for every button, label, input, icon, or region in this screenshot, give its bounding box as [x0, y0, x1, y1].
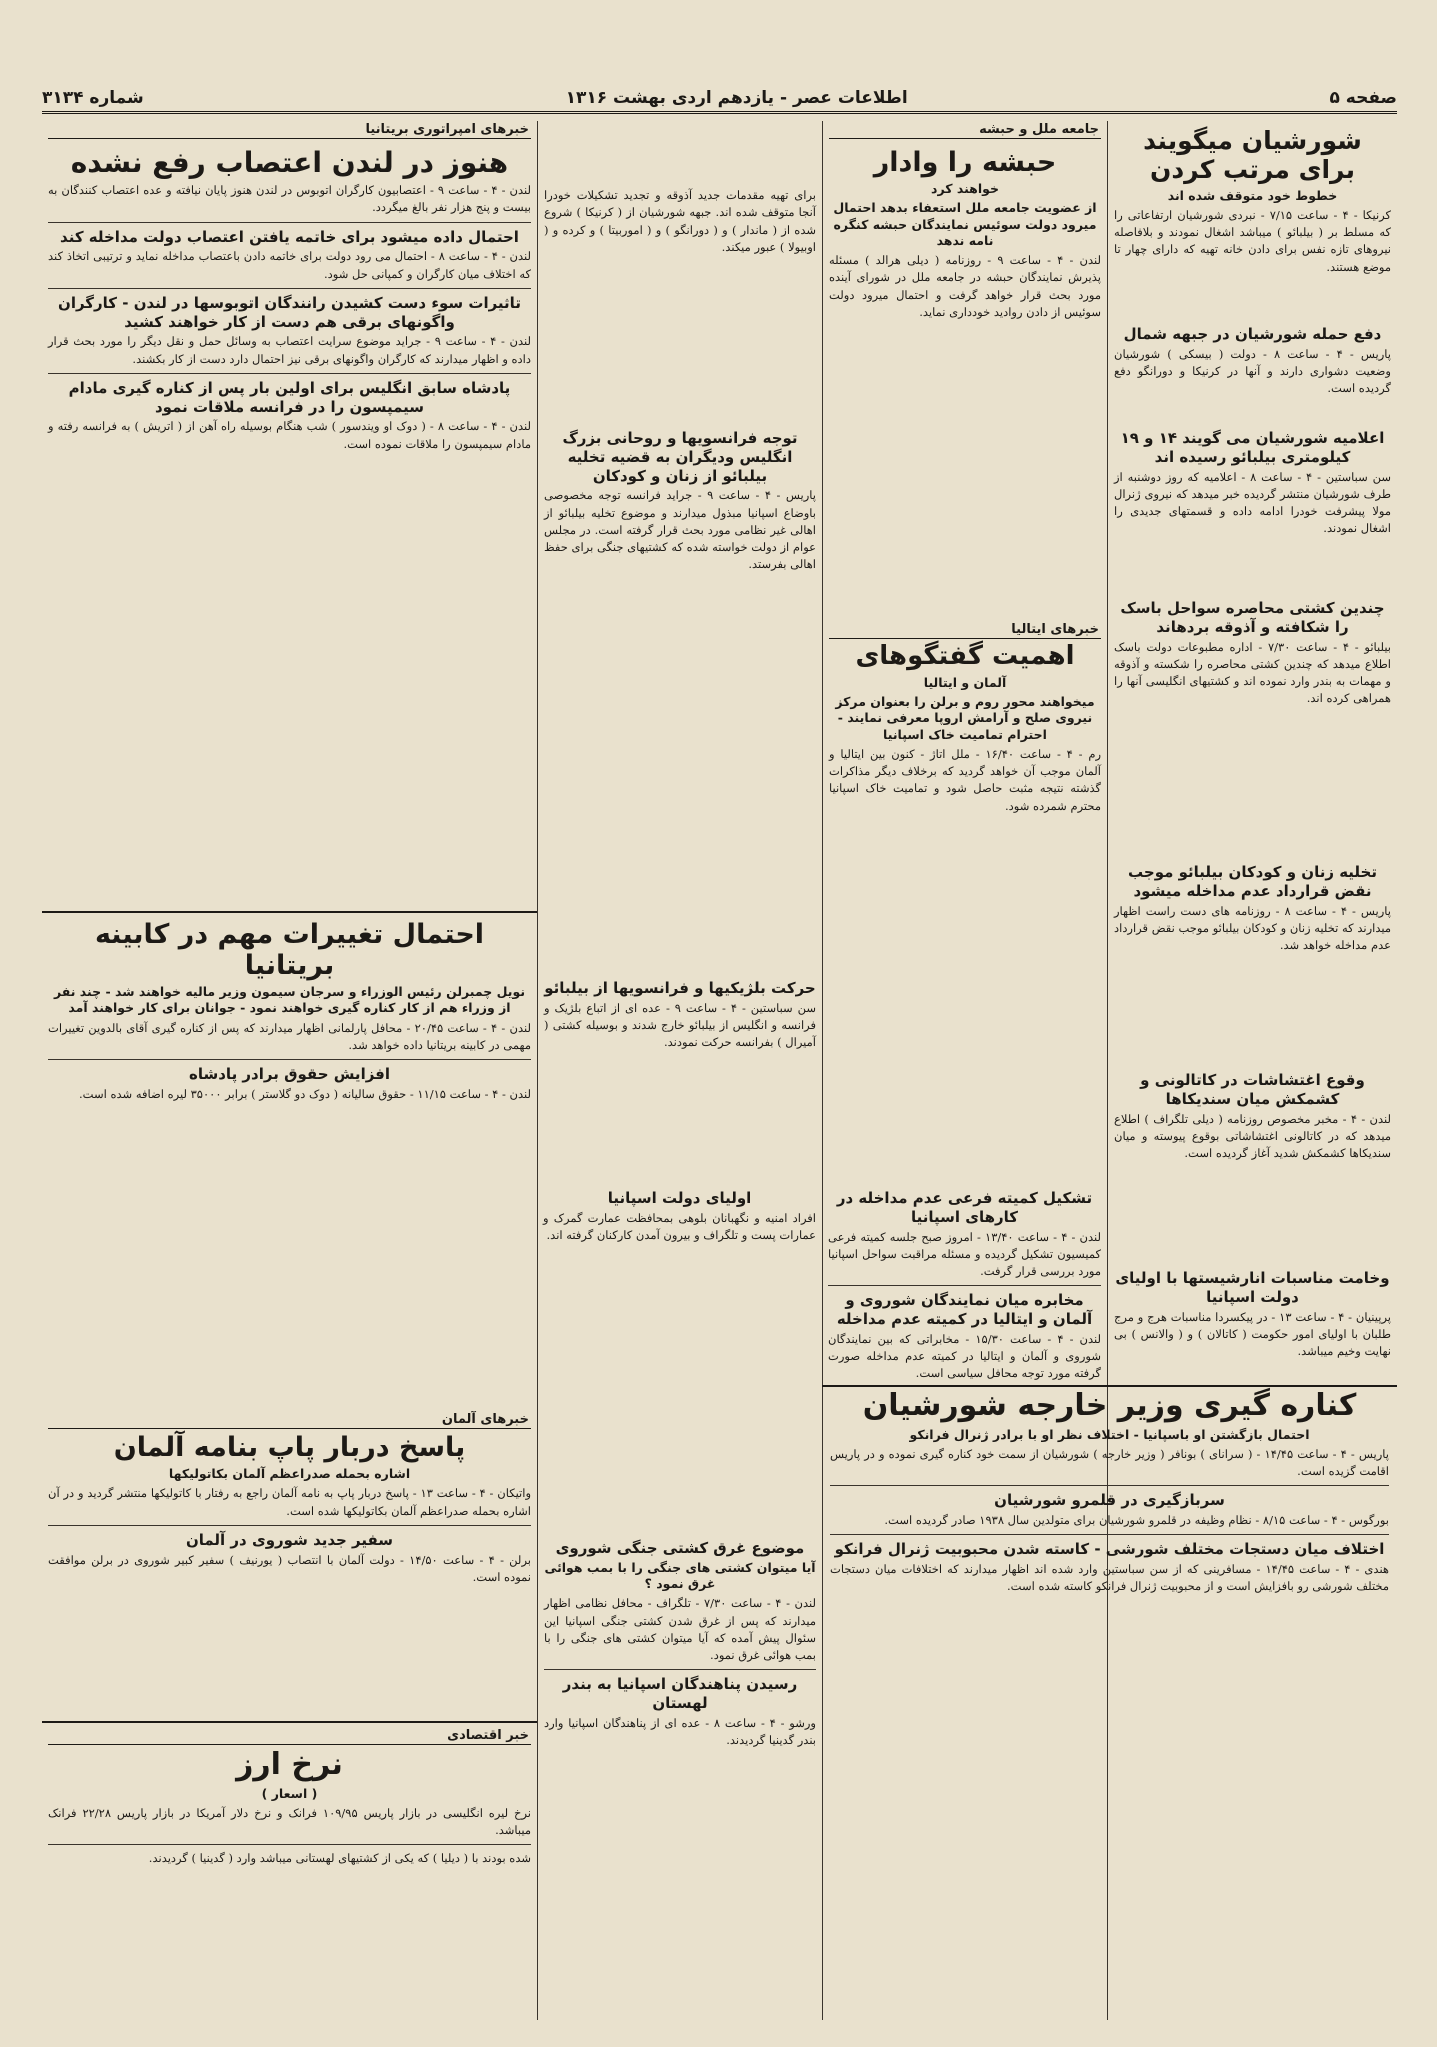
deck-abyssinia: از عضویت جامعه ملل استعفاء بدهد احتمال میرود دولت سوئیس نمایندگان حبشه کنگره نامه ندهد	[833, 200, 1097, 248]
body-departure-bilbao: سن سباستین - ۴ - ساعت ۹ - عده ای از اتباع بلژیک و فرانسه و انگلیس از بیلبائو خارج شدند و بوسیله کشتی ( آمیرال ) بفرانسه حرکت نمودند.	[544, 1000, 816, 1050]
article-north-front	[1108, 321, 1397, 402]
body-bilbao-evacuation: پاریس - ۴ - ساعت ۸ - روزنامه های دست راست اظهار میدارند که تخلیه زنان و کودکان بیلبائو موجب نقض قرارداد عدم مداخله خواهد شد.	[1114, 903, 1391, 952]
headline-departure-bilbao: حرکت بلژیکیها و فرانسویها از بیلبائو	[544, 979, 816, 997]
subhead-foreign-minister: احتمال بازگشتن او باسپانیا - اختلاف نظر او با برادر ژنرال فرانکو	[909, 1426, 1310, 1442]
headline-duke-salary: افزایش حقوق برادر پادشاه	[189, 1065, 390, 1084]
issue-number: شماره ۳۱۳۴	[42, 88, 144, 108]
article-basque-blockade	[1108, 595, 1397, 712]
headline-abyssinia: حبشه را وادار	[873, 147, 1057, 178]
headline-exchange: نرخ ارز	[236, 1747, 343, 1782]
masthead-date: اطلاعات عصر - یازدهم اردی بهشت ۱۳۱۶	[565, 88, 908, 108]
headline-evacuation-attention: توجه فرانسویها و روحانی بزرگ انگلیس ودیگران به قضیه تخلیه بیلبائو از زنان و کودکان	[562, 429, 798, 485]
article-foreign-minister	[822, 1385, 1397, 1600]
body-catalonia-riots: لندن - ۴ - مخبر مخصوص روزنامه ( دیلی تلگراف ) اطلاع میدهد که در کاتالونی اغتشاشاتی بوقوع پیوسته و میان سندیکاها کشمکش شدید آغاز گردیده است.	[1114, 1111, 1391, 1160]
body-basque-blockade: بیلبائو - ۴ - ساعت ۷/۳۰ - اداره مطبوعات دولت باسک اطلاع میدهد که چندین کشتی محاصره را شکسته و آذوقه و مهمات به بندر وارد نموده اند و کشتیهای انگلیسی آنها را همراهی کرده اند.	[1114, 639, 1391, 706]
article-catalonia-riots	[1108, 1067, 1397, 1166]
body-london-strike: لندن - ۴ - ساعت ۹ - اعتصابیون کارگران اتوبوس در لندن هنوز پایان نیافته و عده اعتصاب کنندگان به بیست و پنج هزار نفر بالغ میگردد.	[48, 183, 531, 215]
body-abyssinia: لندن - ۴ - ساعت ۹ - روزنامه ( دیلی هرالد ) مسئله پذیرش نمایندگان حبشه در جامعه ملل در شورای آینده مورد بحث قرار خواهد گرفت و احتمال میرود دولت سوئیس از دادن روادید خودداری نماید.	[829, 253, 1102, 319]
article-cabinet-changes	[42, 911, 537, 1107]
body-rebel-communique: سن سباستین - ۴ - ساعت ۸ - اعلامیه که روز دوشنبه از طرف شورشیان منتشر گردیده خبر میدهد که نیروی ژنرال مولا پیشرفت خودرا ادامه داده و قسمتهای جدیدی را اشغال نمودند.	[1114, 469, 1391, 536]
body-officials: افراد امنیه و نگهبانان بلوهی بمحافظت عمارت گمرک و عمارات پست و تلگراف و بیرون آمدن کارکنان گرفته اند.	[543, 1210, 816, 1242]
column-right	[1107, 121, 1397, 2020]
article-axis-talks	[823, 621, 1107, 819]
headline-officials: اولیای دولت اسپانیا	[607, 1189, 752, 1207]
body-soviet-ambassador: برلن - ۴ - ساعت ۱۴/۵۰ - دولت آلمان با انتصاب ( یورنیف ) سفیر کبیر شوروی در برلن موافقت نموده است.	[48, 1552, 531, 1584]
article-vatican	[42, 1411, 537, 1590]
article-exchange	[42, 1721, 537, 1872]
headline-bus-strike-effects: تاثیرات سوء دست کشیدن رانندگان اتوبوسها در لندن - کارگران واگونهای برقی هم دست از کار خواهند کشید	[58, 293, 521, 331]
subhead-warships: آیا میتوان کشتی های جنگی را با بمب هوائی غرق نمود ؟	[544, 1559, 816, 1591]
headline-soviet-german: مخابره میان نمایندگان شوروی و آلمان و ایتالیا در کمیته عدم مداخله	[836, 1291, 1093, 1328]
body-conscription: بورگوس - ۴ - ساعت ۸/۱۵ - نظام وظیفه در قلمرو شورشیان برای متولدین سال ۱۹۳۸ صادر گردیده است.	[884, 1513, 1389, 1527]
page-number: صفحه ۵	[1329, 88, 1397, 108]
article-evacuation-attention	[538, 425, 822, 578]
body-warships: لندن - ۴ - ساعت ۷/۳۰ - تلگراف - محافل نظامی اظهار میدارند که پس از غرق شدن کشتی جنگی اسپانیا این سئوال پیش آمده که آیا میتوان کشتی های جنگی را با بمب هوائی غرق نمود.	[544, 1596, 816, 1662]
headline-cabinet-changes: احتمال تغییرات مهم در کابینه بریتانیا	[94, 919, 485, 982]
headline-former-king: پادشاه سابق انگلیس برای اولین بار پس از کناره گیری مادام سیمپسون را در فرانسه ملاقات نمود	[68, 378, 511, 416]
body-rebel-factions: هندی - ۴ - ساعت ۱۴/۴۵ - مسافرینی که از سن سباستین وارد شده اند اظهار میدارند که اختلافات میان دستجات مختلف شورشی رو بافزایش است و از محبوبیت ژنرال فرانکو کاسته شده است.	[830, 1562, 1389, 1594]
section-italy: خبرهای ایتالیا	[829, 621, 1101, 639]
headline-anarchists: وخامت مناسبات انارشیستها با اولیای دولت اسپانیا	[1115, 1269, 1390, 1306]
article-rebels-reorganize	[1108, 125, 1397, 280]
article-london-strike	[42, 145, 537, 457]
article-bilbao-evacuation	[1108, 859, 1397, 958]
newspaper-page	[42, 85, 1397, 2020]
deck-axis-talks: میخواهند محور روم و برلن را بعنوان مرکز نیروی صلح و آرامش اروپا معرفی نمایند - احترام تمامیت خاک اسپانیا	[835, 694, 1095, 742]
body-vatican: واتیکان - ۴ - ساعت ۱۳ - پاسخ دربار پاپ به نامه آلمان راجع به رفتار با کاتولیکها منتشر گردید و در آن اشاره بحمله صدراعظم آلمان بکاتولیکها شده است.	[48, 1486, 531, 1518]
headline-foreign-minister: کناره گیری وزیر خارجه شورشیان	[862, 1388, 1357, 1423]
headline-london-strike: هنوز در لندن اعتصاب رفع نشده	[70, 146, 509, 179]
headline-soviet-ambassador: سفیر جدید شوروی در آلمان	[185, 1530, 394, 1549]
headline-bilbao-evacuation: تخلیه زنان و کودکان بیلبائو موجب نقض قرارداد عدم مداخله میشود	[1128, 863, 1377, 900]
body-duke-salary: لندن - ۴ - ساعت ۱۱/۱۵ - حقوق سالیانه ( دوک دو گلاستر ) برابر ۳۵۰۰۰ لیره اضافه شده است.	[79, 1086, 531, 1101]
body-govt-intervene: لندن - ۴ - ساعت ۸ - احتمال می رود دولت برای خاتمه دادن باعتصاب مداخله نماید و ترتیبی اتخاذ کند که اختلاف میان کارگران و کمپانی حل شود.	[48, 249, 532, 281]
body-exchange: نرخ لیره انگلیسی در بازار پاریس ۱۰۹/۹۵ فرانک و نرخ دلار آمریکا در بازار پاریس ۲۲/۲۸ فرانک میباشد.	[48, 1805, 532, 1837]
headline-rebel-communique: اعلامیه شورشیان می گویند ۱۴ و ۱۹ کیلومتری بیلبائو رسیده اند	[1120, 429, 1385, 466]
body-axis-talks: رم - ۴ - ساعت ۱۶/۴۰ - ملل اتاژ - کنون بین ایتالیا و آلمان موجب آن خواهد گردید که برخلاف دیگر مذاکرات گذشته نتیجه مثبت حاصل شود و تمامیت خاک اسپانیا محترم شمرده شود.	[829, 746, 1102, 813]
article-abyssinia	[823, 145, 1107, 325]
headline-govt-intervene: احتمال داده میشود برای خاتمه یافتن اعتصاب دولت مداخله کند	[60, 227, 519, 246]
headline-refugees: رسیدن پناهندگان اسپانیا به بندر لهستان	[562, 1675, 798, 1712]
section-britain: خبرهای امپراتوری بریتانیا	[48, 121, 531, 139]
article-departure-bilbao	[538, 975, 822, 1056]
subhead-cabinet-changes: نویل چمبرلن رئیس الوزراء و سرجان سیمون وزیر مالیه خواهند شد - چند نفر از وزراء هم از کار کناره گیری خواهند نمود - جوانان برای کار خواهند آمد	[53, 984, 526, 1016]
headline-catalonia-riots: وقوع اغتشاشات در کاتالونی و کشمکش میان سندیکاها	[1140, 1071, 1365, 1108]
article-officials	[537, 1185, 822, 1248]
body-evacuation-attention: پاریس - ۴ - ساعت ۹ - جراید فرانسه توجه مخصوصی باوضاع اسپانیا مبذول میدارند و موضوع تخلیه بیلبائو از اهالی غیر نظامی مورد بحث قرار گرفته است. در مجلس عوام از دولت خواسته شده که کشتیهای جنگی برای حفظ اهالی بفرستد.	[544, 488, 816, 572]
body-subcommittee: لندن - ۴ - ساعت ۱۳/۴۰ - امروز صبح جلسه کمیته فرعی کمیسیون تشکیل گردیده و مسئله مراقبت سواحل اسپانیا مورد بررسی قرار گرفت.	[828, 1229, 1101, 1278]
body-former-king: لندن - ۴ - ساعت ۸ - ( دوک او ویندسور ) شب هنگام بوسیله راه آهن از ( اتریش ) به فرانسه رفته و مادام سیمپسون را ملاقات نموده است.	[48, 419, 531, 451]
body-foreign-minister: پاریس - ۴ - ساعت ۱۴/۴۵ - ( سرانای ) بونافر ( وزیر خارجه ) شورشیان از سمت خود کناره گیری نموده و در پاریس اقامت گزیده است.	[830, 1446, 1389, 1478]
headline-subcommittee: تشکیل کمیته فرعی عدم مداخله در کارهای اسپانیا	[836, 1189, 1093, 1226]
body-gdynia: شده بودند با ( دیلیا ) که یکی از کشتیهای لهستانی میباشد وارد ( گدینیا ) گردیدند.	[148, 1851, 531, 1866]
headline-rebels: شورشیان میگویند برای مرتب کردن	[1143, 126, 1362, 184]
headline-warships: موضوع غرق کشتی جنگی شوروی	[555, 1539, 805, 1557]
column-midright	[822, 121, 1107, 2020]
section-economy: خبر اقتصادی	[48, 1727, 531, 1745]
headline-north-front: دفع حمله شورشیان در جبهه شمال	[1123, 325, 1382, 343]
subhead-rebels: خطوط خود متوقف شده اند	[1167, 187, 1338, 203]
section-germany: خبرهای آلمان	[48, 1411, 531, 1429]
subhead-axis-talks: آلمان و ایتالیا	[923, 674, 1007, 690]
article-front-line	[538, 187, 822, 260]
body-cabinet-changes: لندن - ۴ - ساعت ۲۰/۴۵ - محافل پارلمانی اظهار میدارند که پس از کناره گیری آقای بالدوین تغییرات مهمی در کابینه بریتانیا داده خواهد شد.	[48, 1020, 531, 1052]
headline-vatican: پاسخ دربار پاپ بنامه آلمان	[113, 1432, 466, 1463]
body-bus-strike-effects: لندن - ۴ - ساعت ۹ - جراید موضوع سرایت اعتصاب به وسائل حمل و نقل دیگر را مورد بحث قرار داده و اظهار میدارند که کارگران واگونهای برقی نیز احتمال دارد دست از کار بکشند.	[48, 334, 531, 366]
article-subcommittee	[822, 1185, 1107, 1387]
headline-basque-blockade: چندین کشتی محاصره سواحل باسک را شکافته و آذوقه بردهاند	[1120, 599, 1385, 636]
body-rebels: کرنیکا - ۴ - ساعت ۷/۱۵ - نبردی شورشیان ارتفاعاتی را که مسلط بر ( بیلبائو ) میباشد اشغال نمودند و بلافاصله نیروهای تازه نفس برای دادن خانه تهیه که دارای چهار تا موضع هستند.	[1114, 207, 1391, 274]
section-league-abyssinia: جامعه ملل و حبشه	[829, 121, 1101, 139]
headline-axis-talks: اهمیت گفتگوهای	[855, 641, 1075, 671]
body-anarchists: پرپینیان - ۴ - ساعت ۱۳ - در پیکسردا مناسبات هرج و مرج طلبان با اولیای امور حکومت ( کاتالان ) و ( والانس ) بی نهایت وخیم میباشد.	[1114, 1309, 1391, 1358]
body-front-line: برای تهیه مقدمات جدید آذوقه و تجدید تشکیلات خودرا آنجا متوقف شده اند. جبهه شورشیان از ( کرنیکا ) شروع شده از ( ماندار ) و ( دورانگو ) و ( اموربیتا ) و کرده و ( اوبیولا ) عبور میکند.	[544, 188, 816, 254]
column-left	[42, 121, 537, 2020]
subhead-abyssinia: خواهند کرد	[931, 181, 999, 197]
headline-rebel-factions: اختلاف میان دستجات مختلف شورشی - کاسته شدن محبوبیت ژنرال فرانکو	[834, 1540, 1385, 1559]
body-refugees: ورشو - ۴ - ساعت ۸ - عده ای از پناهندگان اسپانیا وارد بندر گدینیا گردیدند.	[544, 1715, 816, 1747]
body-soviet-german: لندن - ۴ - ساعت ۱۵/۳۰ - مخابراتی که بین نمایندگان شوروی و آلمان و ایتالیا در کمیته عدم مداخله صورت گرفته مورد توجه محافل سیاسی است.	[828, 1331, 1101, 1381]
masthead	[42, 85, 1397, 114]
subhead-vatican: اشاره بحمله صدراعظم آلمان بکاتولیکها	[168, 1466, 411, 1482]
article-rebel-communique	[1108, 425, 1397, 542]
article-anarchists	[1108, 1265, 1397, 1364]
headline-conscription: سربازگیری در قلمرو شورشیان	[994, 1491, 1225, 1510]
article-warships	[537, 1535, 822, 1753]
body-north-front: پاریس - ۴ - ساعت ۸ - دولت ( بیسکی ) شورشیان وضعیت دشواری دارند و آنها در کرنیکا و دورانگو دفع گردیده است.	[1114, 346, 1391, 396]
subhead-exchange: ( اسعار )	[261, 1785, 318, 1801]
